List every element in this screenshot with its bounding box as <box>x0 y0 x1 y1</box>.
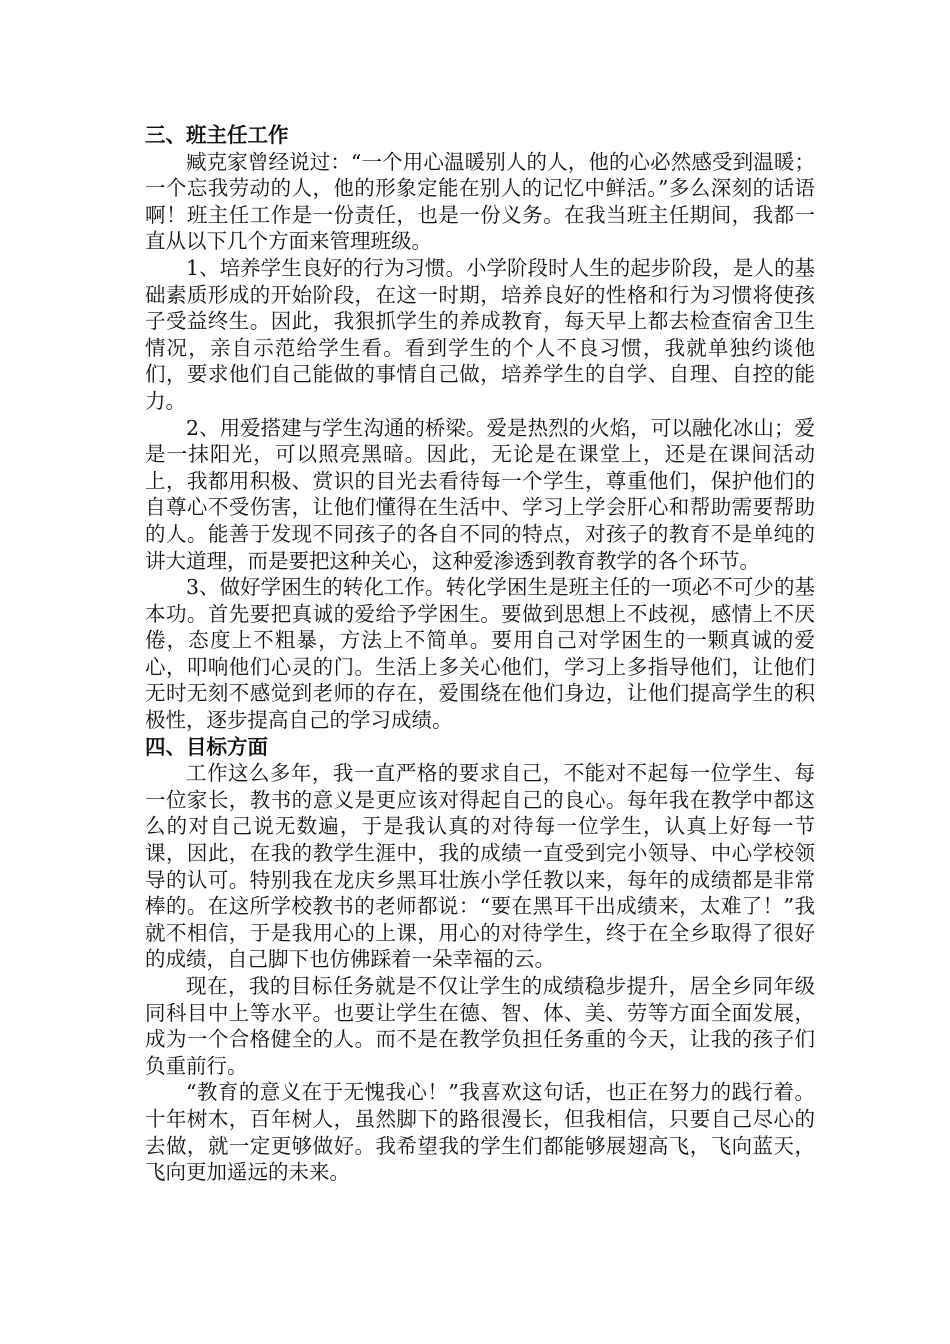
paragraph-education-meaning: “教育的意义在于无愧我心！”我喜欢这句话，也正在努力的践行着。十年树木，百年树人，虽然脚下的路很漫长，但我相信，只要自己尽心的去做，就一定更够做好。我希望我的学生们都能够展翅高飞，飞向蓝天，飞向更加遥远的未来。 <box>145 1080 815 1185</box>
paragraph-current-goal: 现在，我的目标任务就是不仅让学生的成绩稳步提升，居全乡同年级同科目中上等水平。也要让学生在德、智、体、美、劳等方面全面发展，成为一个合格健全的人。而不是在教学负担任务重的今天，让我的孩子们负重前行。 <box>145 974 815 1078</box>
paragraph-struggling-students: 3、做好学困生的转化工作。转化学困生是班主任的一项必不可少的基本功。首先要把真诚的爱给予学困生。要做到思想上不歧视，感情上不厌倦，态度上不粗暴，方法上不简单。要用自己对学困生的一颗真诚的爱心，叩响他们心灵的门。生活上多关心他们，学习上多指导他们，让他们无时无刻不感觉到老师的存在，爱围绕在他们身边，让他们提高学生的积极性，逐步提高自己的学习成绩。 <box>145 575 815 733</box>
section-heading-goals: 四、目标方面 <box>145 734 268 759</box>
paragraph-good-habits: 1、培养学生良好的行为习惯。小学阶段时人生的起步阶段，是人的基础素质形成的开始阶段，在这一时期，培养良好的性格和行为习惯将使孩子受益终生。因此，我狠抓学生的养成教育，每天早上都去检查宿舍卫生情况，亲自示范给学生看。看到学生的个人不良习惯，我就单独约谈他们，要求他们自己能做的事情自己做，培养学生的自学、自理、自控的能力。 <box>145 255 815 413</box>
section-heading-class-teacher-work: 三、班主任工作 <box>145 123 289 147</box>
document-page <box>145 122 815 1186</box>
paragraph-work-years: 工作这么多年，我一直严格的要求自己，不能对不起每一位学生、每一位家长，教书的意义是更应该对得起自己的良心。每年我在教学中都这么的对自己说无数遍，于是我认真的对待每一位学生，认真上好每一节课，因此，在我的教学生涯中，我的成绩一直受到完小领导、中心学校领导的认可。特别我在龙庆乡黑耳壮族小学任教以来，每年的成绩都是非常棒的。在这所学校教书的老师都说：“要在黑耳干出成绩来，太难了！”我就不相信，于是我用心的上课，用心的对待学生，终于在全乡取得了很好的成绩，自己脚下也仿佛踩着一朵幸福的云。 <box>145 761 815 972</box>
paragraph-love-bridge: 2、用爱搭建与学生沟通的桥梁。爱是热烈的火焰，可以融化冰山；爱是一抹阳光，可以照亮黑暗。因此，无论是在课堂上，还是在课间活动上，我都用积极、赏识的目光去看待每一个学生，尊重他们，保护他们的自尊心不受伤害，让他们懂得在生活中、学习上学会肝心和帮助需要帮助的人。能善于发现不同孩子的各自不同的特点，对孩子的教育不是单纯的讲大道理，而是要把这种关心，这种爱渗透到教育教学的各个环节。 <box>145 415 815 573</box>
paragraph-intro-quote: 臧克家曾经说过：“一个用心温暖别人的人，他的心必然感受到温暖；一个忘我劳动的人，他的形象定能在别人的记忆中鲜活。”多么深刻的话语啊！班主任工作是一份责任，也是一份义务。在我当班主任期间，我都一直从以下几个方面来管理班级。 <box>145 149 815 254</box>
